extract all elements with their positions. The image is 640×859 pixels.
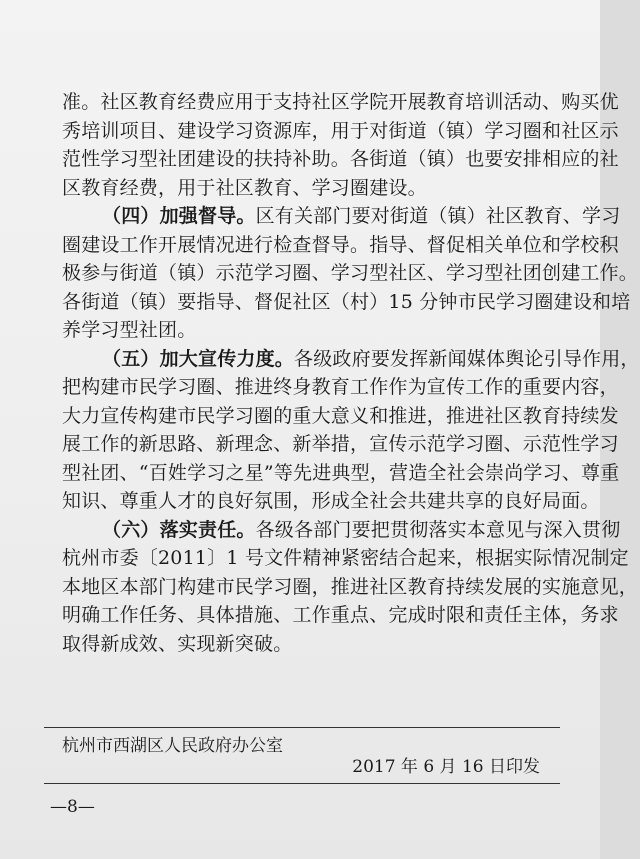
footer-top-rule bbox=[44, 727, 560, 728]
text-line bbox=[62, 345, 640, 374]
text-line: 杭州市委〔2011〕1 号文件精神紧密结合起来，根据实际情况制定 bbox=[62, 547, 629, 569]
footer-bottom-rule bbox=[44, 783, 560, 784]
text-line: 知识、尊重人才的良好氛围，形成全社会共建共享的良好局面。 bbox=[62, 490, 600, 512]
text-line: 养学习型社团。 bbox=[62, 319, 197, 341]
text-line: 极参与街道（镇）示范学习圈、学习型社区、学习型社团创建工作。 bbox=[62, 262, 639, 284]
document-body bbox=[62, 88, 640, 658]
paragraph-supervision bbox=[62, 202, 639, 345]
text-line: 型社团、“百姓学习之星”等先进典型，营造全社会崇尚学习、尊重 bbox=[62, 461, 620, 484]
page-number: —8— bbox=[50, 797, 95, 817]
text-line bbox=[62, 202, 621, 231]
text-line: 明确工作任务、具体措施、工作重点、完成时限和责任主体，务求 bbox=[62, 604, 619, 626]
text-segment: 区有关部门要对街道（镇）社区教育、学习 bbox=[255, 205, 621, 227]
paragraph-funding bbox=[62, 88, 619, 202]
section-heading: （六）落实责任。 bbox=[102, 518, 256, 541]
section-heading: （五）加大宣传力度。 bbox=[102, 347, 295, 370]
print-date: 2017 年 6 月 16 日印发 bbox=[352, 757, 540, 777]
text-line: 区教育经费，用于社区教育、学习圈建设。 bbox=[62, 176, 427, 199]
text-line: 范性学习型社团建设的扶持补助。各街道（镇）也要安排相应的社 bbox=[62, 148, 619, 170]
text-line: 本地区本部门构建市民学习圈，推进社区教育持续发展的实施意见， bbox=[62, 575, 639, 598]
text-line: 秀培训项目、建设学习资源库，用于对街道（镇）学习圈和社区示 bbox=[62, 119, 619, 142]
text-line: 大力宣传构建市民学习圈的重大意义和推进，推进社区教育持续发 bbox=[62, 404, 619, 427]
paragraph-publicity bbox=[62, 345, 640, 516]
text-segment: 各级政府要发挥新闻媒体舆论引导作用， bbox=[294, 347, 640, 370]
text-line: 各街道（镇）要指导、督促社区（村）15 分钟市民学习圈建设和培 bbox=[62, 290, 631, 313]
section-heading: （四）加强督导。 bbox=[102, 205, 256, 227]
text-line: 圈建设工作开展情况进行检查督导。指导、督促相关单位和学校积 bbox=[62, 233, 619, 256]
text-line: 准。社区教育经费应用于支持社区学院开展教育培训活动、购买优 bbox=[62, 91, 619, 113]
text-line: 把构建市民学习圈、推进终身教育工作作为宣传工作的重要内容， bbox=[62, 376, 619, 398]
issuing-office: 杭州市西湖区人民政府办公室 bbox=[62, 736, 283, 756]
text-line: 展工作的新思路、新理念、新举措，宣传示范学习圈、示范性学习 bbox=[62, 433, 619, 455]
text-line: 取得新成效、实现新突破。 bbox=[62, 632, 293, 655]
paragraph-responsibility bbox=[62, 516, 639, 659]
text-line bbox=[62, 516, 621, 545]
text-segment: 各级各部门要把贯彻落实本意见与深入贯彻 bbox=[255, 518, 621, 541]
